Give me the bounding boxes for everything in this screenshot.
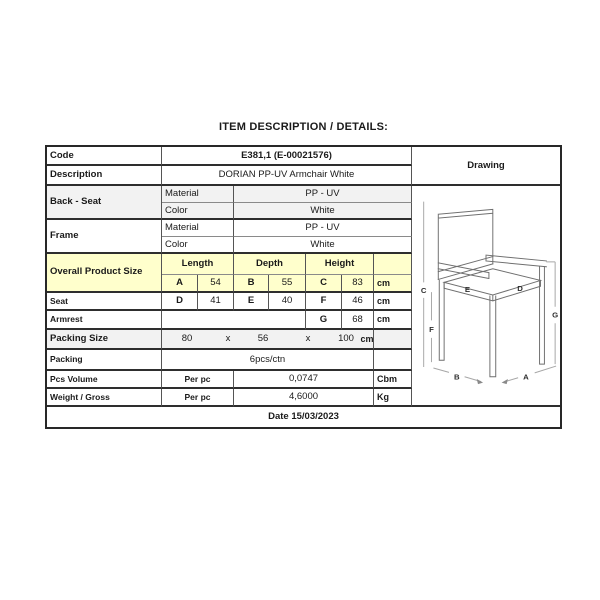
code-label: Code: [47, 147, 162, 166]
dim-d-value: 41: [198, 293, 234, 311]
pcs-volume-per: Per pc: [162, 371, 234, 389]
weight-value: 4,6000: [234, 389, 374, 407]
overall-size-label: Overall Product Size: [47, 254, 162, 293]
label-g: G: [552, 310, 559, 320]
pcs-volume-label: Pcs Volume: [47, 371, 162, 389]
description-value: DORIAN PP-UV Armchair White: [162, 166, 412, 186]
seat-unit: cm: [374, 293, 412, 311]
dimension-arrowheads: [477, 379, 508, 384]
packing-size-values: [162, 330, 374, 350]
drawing-panel: [412, 186, 560, 407]
packing-size-spacer: [374, 330, 412, 350]
frame-label: Frame: [47, 220, 162, 254]
label-c: C: [420, 286, 427, 296]
chair-technical-drawing: [412, 186, 560, 405]
frame-material-label: Material: [162, 220, 234, 237]
packing-size-length: 80: [181, 333, 193, 345]
packing-size-x1: x: [225, 333, 231, 345]
pcs-volume-unit: Cbm: [374, 371, 412, 389]
chair-outline: [438, 209, 546, 376]
armrest-unit: cm: [374, 311, 412, 330]
dim-b-key: B: [234, 275, 269, 293]
spec-table: [45, 145, 562, 429]
dim-b-value: 55: [269, 275, 306, 293]
dim-e-key: E: [234, 293, 269, 311]
label-a: A: [523, 372, 529, 382]
packing-size-label: Packing Size: [47, 330, 162, 350]
packing-size-depth: 56: [257, 333, 269, 345]
frame-color-value: White: [234, 237, 412, 254]
length-header: Length: [162, 254, 234, 275]
label-d: D: [517, 284, 523, 294]
armrest-spacer: [162, 311, 306, 330]
back-seat-label: Back - Seat: [47, 186, 162, 220]
description-label: Description: [47, 166, 162, 186]
packing-spacer: [374, 350, 412, 371]
dim-g-key: G: [306, 311, 342, 330]
dim-c-value: 83: [342, 275, 374, 293]
back-seat-color-label: Color: [162, 203, 234, 220]
page-title: ITEM DESCRIPTION / DETAILS:: [219, 121, 388, 133]
size-header-spacer: [374, 254, 412, 275]
overall-unit: cm: [374, 275, 412, 293]
code-value: E381,1 (E-00021576): [162, 147, 412, 166]
dim-c-key: C: [306, 275, 342, 293]
date-row: Date 15/03/2023: [268, 411, 339, 423]
dim-e-value: 40: [269, 293, 306, 311]
dim-d-key: D: [162, 293, 198, 311]
weight-unit: Kg: [374, 389, 412, 407]
packing-label: Packing: [47, 350, 162, 371]
seat-label: Seat: [47, 293, 162, 311]
height-header: Height: [306, 254, 374, 275]
label-f: F: [429, 325, 434, 334]
packing-size-x2: x: [305, 333, 311, 345]
label-b: B: [453, 372, 460, 382]
weight-per: Per pc: [162, 389, 234, 407]
packing-size-height: 100: [338, 333, 354, 345]
back-seat-material-label: Material: [162, 186, 234, 203]
dim-a-value: 54: [198, 275, 234, 293]
dim-g-value: 68: [342, 311, 374, 330]
label-e: E: [464, 285, 471, 295]
armrest-label: Armrest: [47, 311, 162, 330]
packing-value: 6pcs/ctn: [162, 350, 374, 371]
frame-material-value: PP - UV: [234, 220, 412, 237]
dim-f-key: F: [306, 293, 342, 311]
back-seat-material-value: PP - UV: [234, 186, 412, 203]
dim-f-value: 46: [342, 293, 374, 311]
dim-a-key: A: [162, 275, 198, 293]
pcs-volume-value: 0,0747: [234, 371, 374, 389]
drawing-header: Drawing: [412, 147, 560, 186]
packing-size-unit: cm: [360, 333, 374, 344]
weight-label: Weight / Gross: [47, 389, 162, 407]
back-seat-color-value: White: [234, 203, 412, 220]
frame-color-label: Color: [162, 237, 234, 254]
depth-header: Depth: [234, 254, 306, 275]
